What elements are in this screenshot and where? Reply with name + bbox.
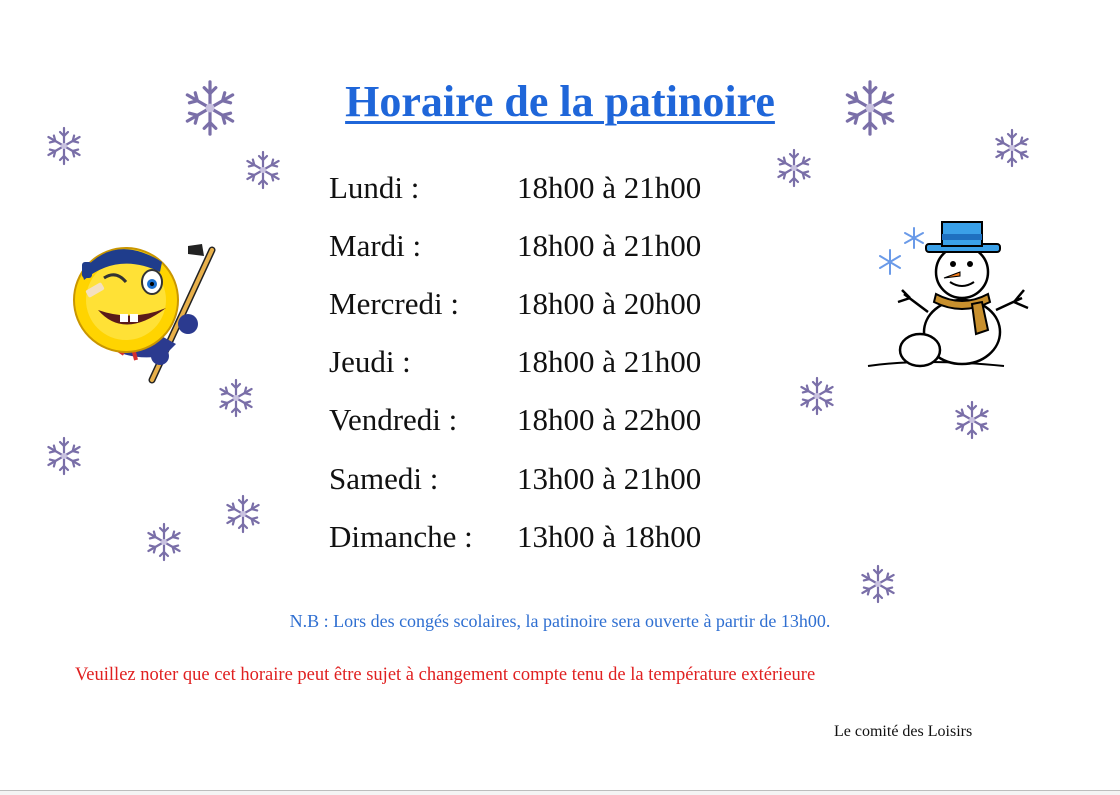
day-label: Lundi : [329,170,420,205]
snowflake-icon [42,434,86,478]
schedule-row-monday [329,166,749,210]
hours-value: 18h00 à 21h00 [517,170,702,205]
snowflake-icon [142,520,186,564]
hours-value: 13h00 à 21h00 [517,461,702,496]
day-label: Jeudi : [329,344,411,379]
schedule-row-thursday [329,340,749,384]
day-label: Dimanche : [329,519,473,554]
weather-warning: Veuillez noter que cet horaire peut être sujet à changement compte tenu de la température extérieure [75,665,816,685]
page-title: Horaire de la patinoire [345,77,775,126]
day-label: Samedi : [329,461,439,496]
snowflake-icon [950,398,994,442]
schedule-row-wednesday [329,282,749,326]
signature: Le comité des Loisirs [834,723,973,740]
day-label: Mardi : [329,228,422,263]
schedule-row-sunday [329,515,749,559]
snowflake-icon [241,148,285,192]
snowflake-icon [221,492,265,536]
hours-value: 18h00 à 21h00 [517,344,702,379]
schedule-row-friday [329,398,749,442]
day-label: Mercredi : [329,286,459,321]
day-label: Vendredi : [329,402,458,437]
snowflake-icon [772,146,816,190]
hours-value: 18h00 à 20h00 [517,286,702,321]
snowman-icon [864,218,1034,374]
schedule-row-saturday [329,457,749,501]
hours-value: 13h00 à 18h00 [517,519,702,554]
hours-value: 18h00 à 22h00 [517,402,702,437]
schedule-row-tuesday [329,224,749,268]
hockey-smiley-icon [64,232,224,388]
snowflake-icon [856,562,900,606]
snowflake-icon [42,124,86,168]
holiday-note: N.B : Lors des congés scolaires, la patinoire sera ouverte à partir de 13h00. [289,611,831,631]
hours-value: 18h00 à 21h00 [517,228,702,263]
snowflake-icon [990,126,1034,170]
page-bottom-edge [0,790,1120,795]
snowflake-icon [795,374,839,418]
